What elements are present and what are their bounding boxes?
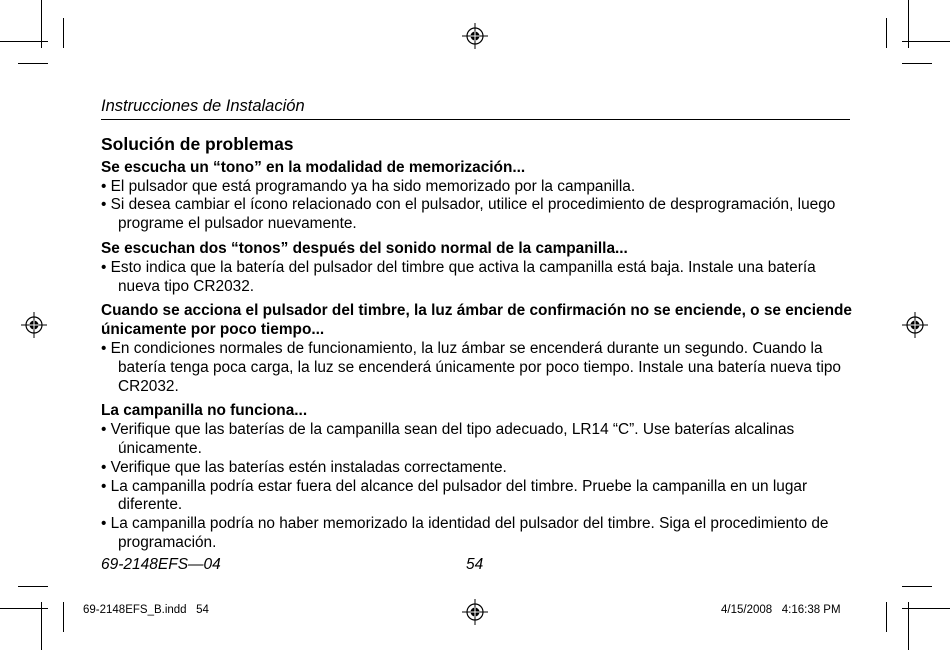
crop-mark [18,63,48,64]
bullet-item: • En condiciones normales de funcionamiento, la luz ámbar se encenderá durante un segundo. Cuando la batería tenga poca carga, la luz se encenderá únicamente por poco tiempo. Instale una batería nueva tipo CR2032. [101,339,841,395]
crop-mark [41,0,42,48]
crop-mark [886,18,887,48]
slug-timestamp: 4/15/2008 4:16:38 PM [721,604,841,616]
crop-mark [18,586,48,587]
registration-mark-icon [462,23,488,49]
registration-mark-icon [21,312,47,338]
bullet-item: • Esto indica que la batería del pulsador del timbre que activa la campanilla está baja. Instale una batería nueva tipo CR2032. [101,258,816,295]
problem-heading: Se escuchan dos “tonos” después del sonido normal de la campanilla... [101,239,628,257]
registration-mark-icon [462,599,488,625]
problem-heading: Cuando se acciona el pulsador del timbre, la luz ámbar de confirmación no se enciende, o se enciende únicamente por poco tiempo... [101,302,852,339]
registration-mark-icon [902,312,928,338]
page-number: 54 [466,556,484,573]
crop-mark [886,602,887,632]
bullet-item: • Si desea cambiar el ícono relacionado con el pulsador, utilice el procedimiento de desprogramación, luego programe el pulsador nuevamente. [101,196,836,233]
running-header: Instrucciones de Instalación [101,97,305,115]
bullet-item: • La campanilla podría no haber memorizado la identidad del pulsador del timbre. Siga el procedimiento de programación. [101,515,829,551]
troubleshooting-section [101,135,861,553]
bullet-item: • Verifique que las baterías de la campanilla sean del tipo adecuado, LR14 “C”. Use baterías alcalinas únicamente. [101,421,795,457]
crop-mark [902,586,932,587]
crop-mark [908,0,909,48]
crop-mark [63,18,64,48]
crop-mark [908,602,909,650]
document-code: 69-2148EFS—04 [101,556,221,573]
crop-mark [902,63,932,64]
bullet-item: • La campanilla podría estar fuera del alcance del pulsador del timbre. Pruebe la campanilla en un lugar diferente. [101,477,808,514]
slug-filename: 69-2148EFS_B.indd 54 [83,604,209,616]
bullet-item: • El pulsador que está programando ya ha sido memorizado por la campanilla. [101,177,636,195]
crop-mark [902,608,950,609]
problem-heading: Se escucha un “tono” en la modalidad de memorización... [101,158,526,176]
problem-heading: La campanilla no funciona... [101,402,308,420]
bullet-item: • Verifique que las baterías estén instaladas correctamente. [101,458,507,476]
crop-mark [63,602,64,632]
crop-mark [41,602,42,650]
header-rule [101,119,850,120]
crop-mark [902,41,950,42]
section-title: Solución de problemas [101,134,294,154]
